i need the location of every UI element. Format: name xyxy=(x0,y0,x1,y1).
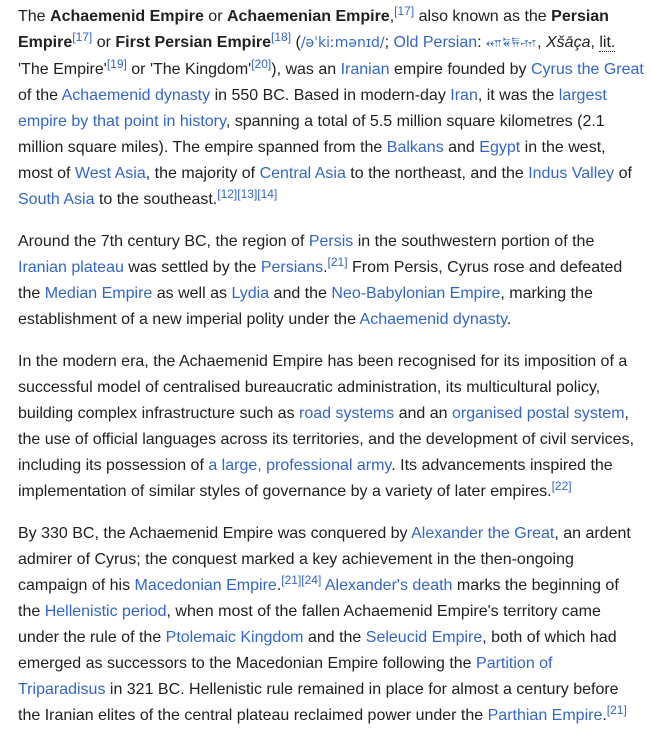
link-postal-system[interactable]: organised postal system xyxy=(452,405,625,422)
link-alexanders-death[interactable]: Alexander's death xyxy=(324,577,453,594)
text: , xyxy=(537,34,546,51)
reference-link[interactable]: [19] xyxy=(106,57,127,71)
link-central-asia[interactable]: Central Asia xyxy=(259,165,346,182)
ipa-pronunciation-link[interactable]: /əˈkiːmənɪd/ xyxy=(300,35,385,51)
reference-link[interactable]: [17] xyxy=(394,4,415,18)
text: From Persis, Cyrus rose and defeated the xyxy=(18,259,623,302)
article-body xyxy=(18,4,644,745)
link-neo-babylonian-empire[interactable]: Neo-Babylonian Empire xyxy=(331,285,501,302)
link-persians[interactable]: Persians xyxy=(260,259,324,276)
text: , it was the xyxy=(477,87,559,104)
reference-link[interactable]: [22] xyxy=(551,479,572,493)
text: in the west, most of xyxy=(18,139,606,182)
text: , the use of official languages across its territories, and the development of civil services, including its possession of xyxy=(18,405,635,474)
text: . xyxy=(276,577,282,594)
text: . xyxy=(602,707,607,724)
cuneiform-script-link[interactable]: 𐎧𐏁𐏂𐎶 xyxy=(486,36,538,51)
link-persis[interactable]: Persis xyxy=(308,233,354,250)
paragraph-2 xyxy=(18,229,644,333)
link-cyrus-the-great[interactable]: Cyrus the Great xyxy=(530,61,644,78)
reference-link[interactable]: [21] xyxy=(281,573,302,587)
transliteration: Xšāça xyxy=(546,34,591,51)
text: , both of which had emerged as successors to the Macedonian Empire following the xyxy=(18,629,617,672)
paragraph-4 xyxy=(18,521,644,729)
link-ptolemaic-kingdom[interactable]: Ptolemaic Kingdom xyxy=(165,629,304,646)
text: to the northeast, and the xyxy=(345,165,529,182)
text: . xyxy=(506,311,512,328)
reference-link[interactable]: [14] xyxy=(257,187,278,201)
link-iranian-plateau[interactable]: Iranian plateau xyxy=(18,259,124,276)
text: in the southwestern portion of the xyxy=(353,233,595,250)
link-road-systems[interactable]: road systems xyxy=(299,405,395,422)
link-indus-valley[interactable]: Indus Valley xyxy=(528,165,615,182)
text: or 'The Kingdom' xyxy=(126,61,252,78)
link-iranian[interactable]: Iranian xyxy=(340,61,390,78)
link-egypt[interactable]: Egypt xyxy=(479,139,521,156)
bold-term: Achaemenid Empire xyxy=(50,8,204,25)
link-parthian-empire[interactable]: Parthian Empire xyxy=(487,707,603,724)
text: in 321 BC. Hellenistic rule remained in place for almost a century before the Iranian elites of the central plateau reclaimed power under the xyxy=(18,681,619,724)
text: . xyxy=(323,259,328,276)
text: , marking the establishment of a new imperial polity under the xyxy=(18,285,593,328)
link-lydia[interactable]: Lydia xyxy=(231,285,270,302)
text: and an xyxy=(394,405,452,422)
link-hellenistic-period[interactable]: Hellenistic period xyxy=(44,603,167,620)
text: , xyxy=(590,34,600,51)
reference-link[interactable]: [21] xyxy=(327,255,348,269)
text: , the majority of xyxy=(145,165,260,182)
link-old-persian[interactable]: Old Persian xyxy=(393,34,478,51)
link-west-asia[interactable]: West Asia xyxy=(74,165,146,182)
text: The xyxy=(18,8,51,25)
text: marks the beginning of the xyxy=(18,577,619,620)
reference-link[interactable]: [21] xyxy=(606,703,627,717)
text: In the modern era, the Achaemenid Empire has been recognised for its imposition of a successful model of centralised bureaucratic administration, its multicultural policy, building complex infrastructure such as xyxy=(18,353,628,422)
paragraph-1 xyxy=(18,4,644,213)
reference-link[interactable]: [20] xyxy=(251,57,272,71)
paragraph-3 xyxy=(18,349,644,505)
link-partition-of-triparadisus[interactable]: Partition of Triparadisus xyxy=(18,655,553,698)
text: and xyxy=(443,139,480,156)
link-largest-empire[interactable]: largest empire by that point in history xyxy=(18,87,607,130)
text: . Its advancements inspired the implementation of similar styles of governance by a variety of later empires. xyxy=(18,457,613,500)
text: of xyxy=(614,165,632,182)
text: , spanning a total of 5.5 million square kilometres (2.1 million square miles). The empire spanned from the xyxy=(18,113,605,156)
text: By 330 BC, the Achaemenid Empire was conquered by xyxy=(18,525,412,542)
text: also known as the xyxy=(414,8,552,25)
literally-abbreviation[interactable]: lit. xyxy=(599,34,616,51)
text: , an ardent admirer of Cyrus; the conquest marked a key achievement in the then-ongoing campaign of his xyxy=(18,525,631,594)
link-seleucid-empire[interactable]: Seleucid Empire xyxy=(365,629,483,646)
link-alexander-the-great[interactable]: Alexander the Great xyxy=(411,525,555,542)
text: ), was an xyxy=(271,61,341,78)
text: Around the 7th century BC, the region of xyxy=(18,233,309,250)
link-achaemenid-dynasty[interactable]: Achaemenid dynasty xyxy=(61,87,211,104)
text: to the southeast. xyxy=(94,191,218,208)
text: 'The Empire' xyxy=(18,61,107,78)
text: , when most of the fallen Achaemenid Empire's territory came under the rule of the xyxy=(18,603,601,646)
text: was settled by the xyxy=(123,259,261,276)
link-achaemenid-dynasty[interactable]: Achaemenid dynasty xyxy=(359,311,507,328)
text: in 550 BC. Based in modern-day xyxy=(210,87,451,104)
bold-term: First Persian Empire xyxy=(115,34,272,51)
link-macedonian-empire[interactable]: Macedonian Empire xyxy=(134,577,277,594)
text: : xyxy=(477,34,487,51)
link-median-empire[interactable]: Median Empire xyxy=(44,285,153,302)
text: ; xyxy=(384,34,394,51)
reference-link[interactable]: [17] xyxy=(72,30,93,44)
text: , xyxy=(389,8,395,25)
link-balkans[interactable]: Balkans xyxy=(386,139,444,156)
reference-link[interactable]: [18] xyxy=(271,30,292,44)
bold-term: Achaemenian Empire xyxy=(226,8,390,25)
reference-link[interactable]: [13] xyxy=(237,187,258,201)
text: as well as xyxy=(152,285,232,302)
text: empire founded by xyxy=(389,61,531,78)
link-south-asia[interactable]: South Asia xyxy=(18,191,95,208)
text: ( xyxy=(291,34,301,51)
text: or xyxy=(203,8,227,25)
text: of the xyxy=(18,87,62,104)
reference-link[interactable]: [24] xyxy=(301,573,322,587)
text: and the xyxy=(303,629,366,646)
reference-link[interactable]: [12] xyxy=(217,187,238,201)
bold-term: Persian Empire xyxy=(18,8,609,51)
text: and the xyxy=(269,285,332,302)
link-iran[interactable]: Iran xyxy=(450,87,478,104)
link-professional-army[interactable]: a large, professional army xyxy=(208,457,392,474)
text: or xyxy=(92,34,116,51)
